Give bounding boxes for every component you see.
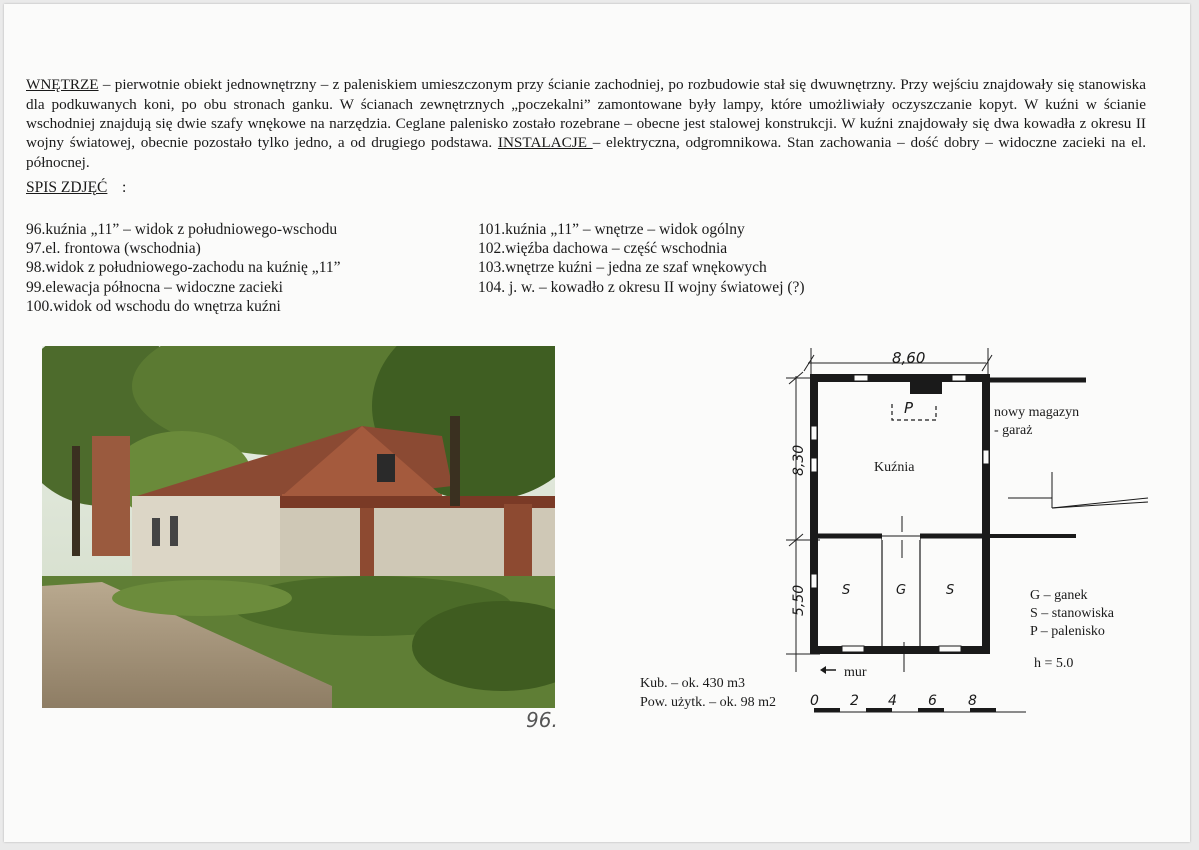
room-s-right-label: S [946, 583, 955, 598]
photo-list-title-colon: : [122, 179, 127, 196]
interior-description [26, 75, 1146, 172]
scale-tick-4: 4 [888, 693, 897, 709]
wall-label: mur [844, 665, 867, 680]
list-item: 96.kuźnia „11” – widok z południowego-wschodu [26, 221, 338, 238]
photo-list-left [26, 220, 341, 316]
smithy-photo-illustration [42, 346, 555, 708]
height-label: h = 5.0 [1034, 656, 1074, 671]
photo-list-title: SPIS ZDJĘĆ [26, 179, 108, 196]
room-p-label: P [904, 399, 914, 417]
scale-tick-2: 2 [850, 693, 859, 709]
cubature-label: Kub. – ok. 430 m3 [640, 676, 745, 691]
photo-number: 96. [526, 708, 558, 732]
legend-p: P – palenisko [1030, 624, 1105, 639]
description-text-2: – elektryczna, odgromnikowa. Stan zachowania – dość dobry – widoczne zacieki na el. północnej. [26, 134, 1146, 171]
list-item: 99.elewacja północna – widoczne zacieki [26, 278, 283, 296]
smithy-photo [42, 346, 555, 708]
photo-list-right [478, 220, 805, 297]
floor-plan [764, 342, 1164, 722]
list-item: 97.el. frontowa (wschodnia) [26, 240, 201, 258]
scale-tick-0: 0 [810, 693, 819, 709]
usable-area-label: Pow. użytk. – ok. 98 m2 [640, 695, 776, 710]
heading-wnetrze: WNĘTRZE [26, 76, 99, 94]
building-outline [814, 378, 986, 650]
scale-tick-8: 8 [968, 693, 977, 709]
list-item: 103.wnętrze kuźni – jedna ze szaf wnękowych [478, 259, 767, 277]
list-item: 101.kuźnia „11” – wnętrze – widok ogólny [478, 221, 745, 238]
list-item: 104. j. w. – kowadło z okresu II wojny światowej (?) [478, 278, 805, 296]
description-text-1: – pierwotnie obiekt jednownętrzny – z paleniskiem umieszczonym przy ścianie zachodniej, po rozbudowie stał się dwuwnętrzny. Przy wejściu znajdowały się stanowiska dla podkuwanych koni, po obu stronach ganku. W ścianach zewnętrznych „poczekalni” zamontowane były lampy, które umożliwiały oczyszczanie kopyt. W kuźni w ścianie wschodniej znajdują się dwie szafy wnękowe na narzędzia. Ceglane palenisko zostało rozebrane – obecne jest stalowej konstrukcji. W kuźni znajdowały się dwa kowadła z okresu II wojny światowej, obecnie pozostało tylko jedno, a od drugiego podstawa. [26, 76, 1146, 152]
list-item: 98.widok z południowego-zachodu na kuźnię „11” [26, 259, 341, 277]
annex-label-line2: - garaż [994, 423, 1033, 438]
list-item: 100.widok od wschodu do wnętrza kuźni [26, 297, 281, 315]
room-s-left-label: S [842, 583, 851, 598]
list-item: 102.więźba dachowa – część wschodnia [478, 240, 728, 258]
legend-g: G – ganek [1030, 588, 1088, 603]
document-page [4, 4, 1190, 842]
heading-instalacje: INSTALACJE [497, 134, 593, 152]
room-g-label: G [896, 583, 907, 598]
dimension-upper-label: 8,30 [791, 444, 807, 476]
legend-s: S – stanowiska [1030, 606, 1114, 621]
room-kuznia-label: Kuźnia [874, 460, 915, 475]
scale-tick-6: 6 [928, 693, 937, 709]
annex-label-line1: nowy magazyn [994, 405, 1080, 420]
dimension-width-label: 8,60 [892, 349, 926, 367]
dimension-lower-label: 5,50 [791, 584, 807, 616]
